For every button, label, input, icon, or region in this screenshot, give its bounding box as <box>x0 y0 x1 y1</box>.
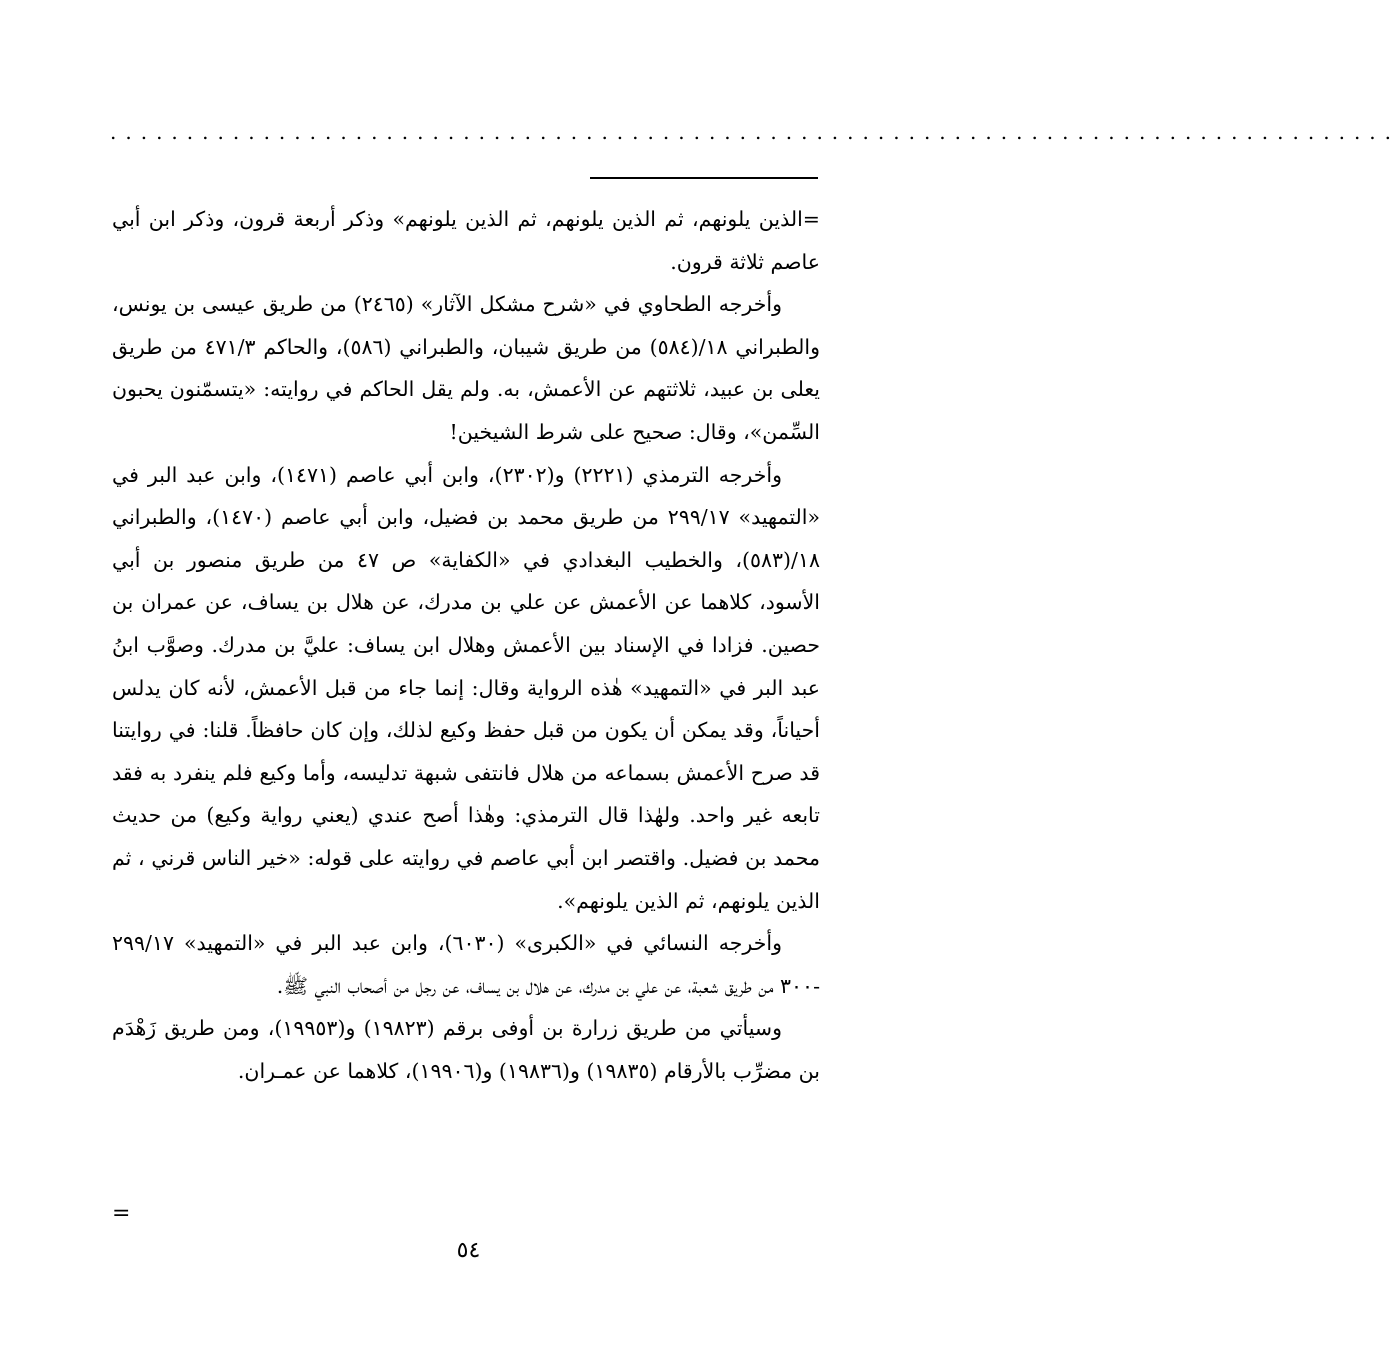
paragraph-1: =الذين يلونهم، ثم الذين يلونهم، ثم الذين يلونهم» وذكر أربعة قرون، وذكر ابن أبي عاصم ثلاثة قرون. <box>112 207 820 274</box>
footnote-rule <box>590 177 818 179</box>
page-body <box>112 198 820 1092</box>
paragraph-2: وأخرجه الطحاوي في «شرح مشكل الآثار» (٢٤٦٥) من طريق عيسى بن يونس، والطبراني ١٨/(٥٨٤) من طريق شيبان، والطبراني (٥٨٦)، والحاكم ٤٧١/٣ من طريق يعلى بن عبيد، ثلاثتهم عن الأعمش، به. ولم يقل الحاكم في روايته: «يتسمّنون يحبون السِّمن»، وقال: صحيح على شرط الشيخين! <box>112 292 820 444</box>
continuation-mark: = <box>112 1201 131 1226</box>
paragraph-4: وأخرجه النسائي في «الكبرى» (٦٠٣٠)، وابن عبد البر في «التمهيد» ٢٩٩/١٧ -٣٠٠ من طريق شعبة، عن علي بن مدرك، عن هلال بن يساف، عن رجل من أصحاب النبي ﷺ. <box>112 931 820 998</box>
page-number: ٥٤ <box>456 1238 481 1263</box>
separator-dots: .................................................................................... <box>110 120 1400 144</box>
paragraph-3: وأخرجه الترمذي (٢٢٢١) و(٢٣٠٢)، وابن أبي عاصم (١٤٧١)، وابن عبد البر في «التمهيد» ٢٩٩/١٧ من طريق محمد بن فضيل، وابن أبي عاصم (١٤٧٠)، والطبراني ١٨/(٥٨٣)، والخطيب البغدادي في «الكفاية» ص ٤٧ من طريق منصور بن أبي الأسود، كلاهما عن الأعمش عن علي بن مدرك، عن هلال بن يساف، عن عمران بن حصين. فزادا في الإسناد بين الأعمش وهلال ابن يساف: عليَّ بن مدرك. وصوَّب ابنُ عبد البر في «التمهيد» هٰذه الرواية وقال: إنما جاء من قبل الأعمش، لأنه كان يدلس أحياناً، وقد يمكن أن يكون من قبل حفظ وكيع لذلك، وإن كان حافظاً. قلنا: في روايتنا قد صرح الأعمش بسماعه من هلال فانتفى شبهة تدليسه، وأما وكيع فلم ينفرد به فقد تابعه غير واحد. ولهٰذا قال الترمذي: وهٰذا أصح عندي (يعني رواية وكيع) من حديث محمد بن فضيل. واقتصر ابن أبي عاصم في روايته على قوله: «خير الناس قرني ، ثم الذين يلونهم، ثم الذين يلونهم». <box>112 462 821 913</box>
paragraph-5: وسيأتي من طريق زرارة بن أوفى برقم (١٩٨٢٣) و(١٩٩٥٣)، ومن طريق زَهْدَم بن مضرِّب بالأرقام (١٩٨٣٥) و(١٩٨٣٦) و(١٩٩٠٦)، كلاهما عن عمـران. <box>112 1016 820 1083</box>
